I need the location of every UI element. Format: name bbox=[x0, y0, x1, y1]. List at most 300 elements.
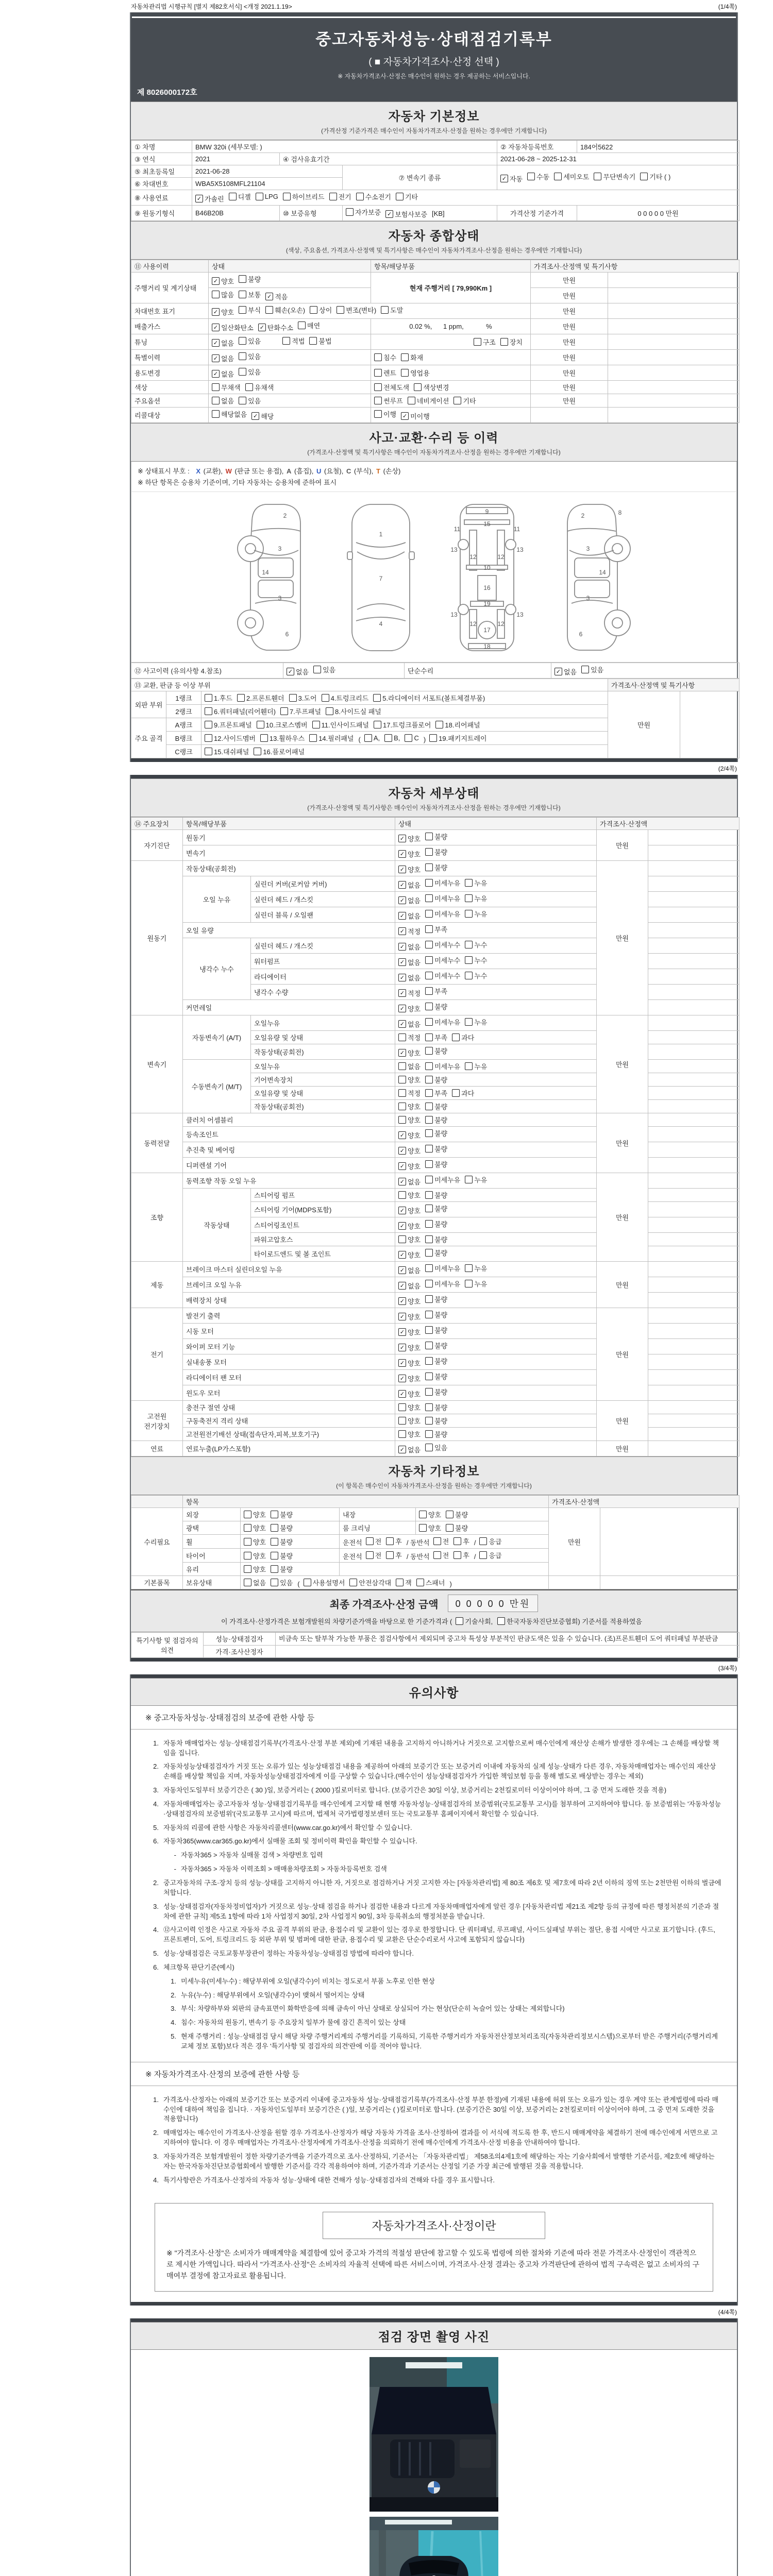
checkbox-checked[interactable] bbox=[398, 1130, 421, 1140]
checkbox-unchecked[interactable] bbox=[212, 409, 247, 419]
checkbox-unchecked[interactable] bbox=[425, 1128, 447, 1138]
checkbox-unchecked[interactable] bbox=[425, 847, 447, 857]
checkbox-unchecked[interactable] bbox=[452, 1088, 474, 1098]
checkbox-unchecked[interactable] bbox=[425, 862, 447, 872]
checkbox-label: 양호 bbox=[408, 1207, 421, 1215]
diagram-part-number: 3 bbox=[586, 595, 590, 602]
notice-item bbox=[146, 1762, 721, 1782]
label-cell: 실린더 블록 / 오일팬 bbox=[251, 907, 395, 923]
checkbox-checked[interactable] bbox=[195, 194, 224, 204]
checkbox-checked[interactable] bbox=[212, 323, 254, 332]
checkbox-icon bbox=[465, 941, 473, 948]
checkbox-unchecked[interactable] bbox=[239, 367, 261, 377]
checkbox-icon bbox=[425, 1444, 433, 1451]
checkbox-unchecked[interactable] bbox=[373, 693, 485, 703]
checkbox-unchecked[interactable] bbox=[289, 693, 317, 703]
checkbox-unchecked[interactable] bbox=[366, 1536, 382, 1546]
checkbox-unchecked[interactable] bbox=[298, 320, 320, 330]
checkbox-unchecked[interactable] bbox=[205, 720, 252, 730]
checkbox-unchecked[interactable] bbox=[398, 1234, 421, 1244]
value-cell bbox=[648, 1401, 740, 1414]
checkbox-unchecked[interactable] bbox=[239, 396, 261, 405]
checkbox-label: 없음 bbox=[408, 1282, 421, 1291]
checkbox-unchecked[interactable] bbox=[594, 172, 635, 181]
checkbox-unchecked[interactable] bbox=[398, 1032, 421, 1042]
checkbox-checked[interactable] bbox=[212, 338, 234, 348]
checkbox-unchecked[interactable] bbox=[425, 1234, 447, 1244]
checkbox-unchecked[interactable] bbox=[425, 1017, 460, 1027]
checkbox-unchecked[interactable] bbox=[244, 1578, 266, 1587]
checkbox-label: 영업용 bbox=[410, 369, 430, 377]
label-cell: 차대번호 표기 bbox=[131, 303, 209, 319]
checkbox-unchecked[interactable] bbox=[398, 1190, 421, 1200]
checkbox-unchecked[interactable] bbox=[465, 1175, 487, 1184]
checkbox-unchecked[interactable] bbox=[414, 382, 449, 392]
checkbox-icon: ✓ bbox=[398, 1282, 406, 1290]
checkbox-unchecked[interactable] bbox=[527, 172, 549, 181]
checkbox-unchecked[interactable] bbox=[465, 1017, 487, 1027]
checkbox-unchecked[interactable] bbox=[384, 734, 400, 742]
checkbox-unchecked[interactable] bbox=[356, 192, 391, 201]
checkbox-unchecked[interactable] bbox=[425, 1115, 447, 1125]
checkbox-icon bbox=[271, 1552, 278, 1560]
checkbox-unchecked[interactable] bbox=[425, 1443, 447, 1452]
checkbox-unchecked[interactable] bbox=[239, 290, 261, 299]
checkbox-label: 없음 bbox=[221, 340, 234, 347]
checkbox-checked[interactable] bbox=[398, 1374, 421, 1383]
car-diagram-right-side bbox=[552, 500, 634, 655]
checkbox-checked[interactable] bbox=[398, 1177, 421, 1187]
table-row bbox=[131, 1127, 740, 1142]
checkbox-unchecked[interactable] bbox=[425, 986, 447, 996]
checkbox-icon bbox=[425, 894, 433, 902]
checkbox-unchecked[interactable] bbox=[465, 878, 487, 888]
checkbox-unchecked[interactable] bbox=[425, 1088, 447, 1098]
checkbox-unchecked[interactable] bbox=[271, 1510, 293, 1519]
checkbox-unchecked[interactable] bbox=[401, 352, 423, 362]
checkbox-unchecked[interactable] bbox=[237, 693, 284, 703]
checkbox-icon: ✓ bbox=[398, 912, 406, 920]
checkbox-label: 미세누수 bbox=[434, 957, 461, 965]
checkbox-checked[interactable] bbox=[398, 834, 421, 843]
checkbox-unchecked[interactable] bbox=[479, 1550, 501, 1560]
checkbox-unchecked[interactable] bbox=[265, 305, 305, 315]
checkbox-unchecked[interactable] bbox=[244, 1551, 266, 1561]
checkbox-unchecked[interactable] bbox=[425, 1416, 447, 1426]
checkbox-unchecked[interactable] bbox=[244, 1564, 266, 1574]
checkbox-unchecked[interactable] bbox=[374, 382, 409, 392]
checkbox-unchecked[interactable] bbox=[349, 1578, 391, 1587]
checkbox-checked[interactable] bbox=[398, 973, 421, 982]
checkbox-unchecked[interactable] bbox=[312, 720, 369, 730]
checkbox-checked[interactable] bbox=[398, 1281, 421, 1291]
checkbox-checked[interactable] bbox=[398, 1389, 421, 1399]
notice-text: 자동차 매매업자는 성능·상태점검기록부(가격조사·산정 부분 제외)에 기재된 내용을 고지하지 아니하거나 거짓으로 고지함으로써 매수인에게 재산상 손해가 발생한 경우에는 그 손해를 배상할 책임을 집니다. bbox=[163, 1739, 719, 1757]
checkbox-unchecked[interactable] bbox=[254, 747, 305, 756]
checkbox-unchecked[interactable] bbox=[329, 192, 351, 201]
checkbox-unchecked[interactable] bbox=[401, 368, 430, 378]
table-row bbox=[131, 1173, 740, 1189]
section-basic-info bbox=[131, 101, 737, 140]
checkbox-unchecked[interactable] bbox=[465, 1263, 487, 1273]
checkbox-unchecked[interactable] bbox=[425, 1341, 447, 1350]
checkbox-unchecked[interactable] bbox=[425, 832, 447, 841]
checkbox-unchecked[interactable] bbox=[374, 409, 396, 419]
options-cell bbox=[209, 334, 371, 350]
checkbox-unchecked[interactable] bbox=[396, 1578, 412, 1587]
checkbox-checked[interactable] bbox=[398, 1358, 421, 1368]
checkbox-icon bbox=[384, 734, 392, 742]
notice-number: 5. bbox=[153, 1823, 159, 1832]
checkbox-unchecked[interactable] bbox=[640, 172, 670, 181]
checkbox-unchecked[interactable] bbox=[465, 1279, 487, 1289]
checkbox-unchecked[interactable] bbox=[398, 1088, 421, 1098]
section-inspection-photos bbox=[131, 2322, 737, 2350]
section-title: 유의사항 bbox=[409, 1686, 459, 1700]
checkbox-checked[interactable] bbox=[398, 1343, 421, 1352]
checkbox-unchecked[interactable] bbox=[435, 720, 480, 730]
checkbox-unchecked[interactable] bbox=[419, 1510, 441, 1519]
checkbox-unchecked[interactable] bbox=[398, 1061, 421, 1071]
checkbox-unchecked[interactable] bbox=[425, 1310, 447, 1319]
checkbox-checked[interactable] bbox=[398, 1250, 421, 1260]
checkbox-unchecked[interactable] bbox=[326, 706, 381, 716]
label-cell: 냉각수 누수 bbox=[183, 938, 251, 1000]
checkbox-unchecked[interactable] bbox=[425, 1263, 460, 1273]
checkbox-unchecked[interactable] bbox=[425, 1204, 447, 1213]
checkbox-unchecked[interactable] bbox=[405, 734, 418, 742]
label-cell: 제동 bbox=[131, 1262, 183, 1308]
diagram-part-number: 14 bbox=[262, 569, 269, 577]
checkbox-unchecked[interactable] bbox=[465, 955, 487, 965]
checkbox-unchecked[interactable] bbox=[205, 706, 276, 716]
option-text: / 동반석 bbox=[406, 1553, 430, 1561]
checkbox-icon bbox=[401, 369, 409, 377]
checkbox-unchecked[interactable] bbox=[256, 193, 278, 200]
checkbox-icon bbox=[366, 1551, 374, 1559]
checkbox-unchecked[interactable] bbox=[419, 1523, 441, 1533]
checkbox-unchecked[interactable] bbox=[474, 337, 496, 347]
checkbox-unchecked[interactable] bbox=[229, 192, 251, 201]
checkbox-icon bbox=[479, 1551, 487, 1559]
checkbox-icon: ✓ bbox=[398, 1131, 406, 1139]
checkbox-checked[interactable] bbox=[398, 1004, 421, 1013]
checkbox-icon bbox=[229, 193, 237, 200]
checkbox-checked[interactable] bbox=[398, 1327, 421, 1337]
value-cell bbox=[648, 954, 740, 969]
checkbox-unchecked[interactable] bbox=[425, 909, 460, 919]
checkbox-unchecked[interactable] bbox=[429, 733, 486, 743]
document-topline bbox=[130, 0, 738, 12]
checkbox-label: 불량 bbox=[434, 864, 448, 872]
checkbox-unchecked[interactable] bbox=[366, 1550, 382, 1560]
checkbox-unchecked[interactable] bbox=[244, 1523, 266, 1533]
checkbox-unchecked[interactable] bbox=[374, 368, 396, 378]
checkbox-unchecked[interactable] bbox=[257, 720, 308, 730]
checkbox-label: 12.사이드멤버 bbox=[214, 735, 256, 743]
checkbox-unchecked[interactable] bbox=[398, 1402, 421, 1412]
checkbox-checked[interactable] bbox=[398, 1221, 421, 1231]
checkbox-unchecked[interactable] bbox=[271, 1578, 293, 1587]
checkbox-unchecked[interactable] bbox=[374, 396, 403, 405]
checkbox-unchecked[interactable] bbox=[322, 693, 369, 703]
checkbox-unchecked[interactable] bbox=[398, 1115, 421, 1125]
checkbox-checked[interactable] bbox=[398, 1206, 421, 1215]
checkbox-unchecked[interactable] bbox=[244, 1537, 266, 1547]
checkbox-unchecked[interactable] bbox=[282, 336, 305, 346]
table-row bbox=[131, 408, 740, 423]
checkbox-unchecked[interactable] bbox=[465, 940, 487, 950]
checkbox-unchecked[interactable] bbox=[271, 1537, 293, 1547]
checkbox-unchecked[interactable] bbox=[205, 733, 256, 743]
checkbox-unchecked[interactable] bbox=[581, 665, 603, 674]
checkbox-unchecked[interactable] bbox=[386, 1536, 402, 1546]
checkbox-label: 하이브리드 bbox=[292, 193, 325, 201]
notice-text: 자동차365 > 자동차 실매물 검색 > 차량번호 입력 bbox=[181, 1851, 323, 1859]
value-cell bbox=[608, 408, 740, 423]
checkbox-checked[interactable] bbox=[398, 957, 421, 967]
label-cell: 등속조인트 bbox=[183, 1127, 395, 1142]
checkbox-unchecked[interactable] bbox=[425, 1101, 447, 1111]
checkbox-unchecked[interactable] bbox=[271, 1523, 293, 1533]
checkbox-checked[interactable] bbox=[287, 667, 309, 676]
checkbox-unchecked[interactable] bbox=[425, 924, 447, 934]
checkbox-unchecked[interactable] bbox=[425, 1032, 447, 1042]
checkbox-icon: ✓ bbox=[398, 943, 406, 951]
checkbox-checked[interactable] bbox=[398, 1161, 421, 1171]
checkbox-checked[interactable] bbox=[212, 369, 234, 379]
value-cell bbox=[648, 1339, 740, 1354]
checkbox-unchecked[interactable] bbox=[260, 733, 305, 743]
notice-text: 중고자동차의 구조·장치 등의 성능·상태를 고지하지 아니한 자, 거짓으로 점검하거나 거짓 고지한 자는 [자동차관리법] 제 80조 제6호 및 제7호에 따라 2년 이하의 징역 또는 2천만원 이하의 벌금에 처합니다. bbox=[163, 1878, 721, 1896]
checkbox-checked[interactable] bbox=[265, 292, 288, 301]
checkbox-unchecked[interactable] bbox=[239, 305, 261, 315]
options-cell bbox=[395, 1044, 597, 1060]
checkbox-unchecked[interactable] bbox=[500, 337, 523, 347]
checkbox-unchecked[interactable] bbox=[425, 1325, 447, 1335]
checkbox-unchecked[interactable] bbox=[425, 1075, 447, 1084]
value-cell bbox=[648, 1370, 740, 1385]
checkbox-label: 있음 bbox=[323, 666, 336, 674]
checkbox-unchecked[interactable] bbox=[346, 207, 381, 217]
checkbox-unchecked[interactable] bbox=[425, 893, 460, 903]
checkbox-unchecked[interactable] bbox=[239, 274, 261, 284]
checkbox-unchecked[interactable] bbox=[245, 382, 274, 392]
checkbox-label: 불량 bbox=[434, 1003, 448, 1011]
checkbox-checked[interactable] bbox=[398, 1445, 421, 1454]
checkbox-icon bbox=[425, 1103, 433, 1110]
checkbox-unchecked[interactable] bbox=[309, 336, 331, 346]
checkbox-checked[interactable] bbox=[212, 353, 234, 363]
checkbox-unchecked[interactable] bbox=[398, 1429, 421, 1439]
checkbox-unchecked[interactable] bbox=[479, 1536, 501, 1546]
checkbox-unchecked[interactable] bbox=[283, 192, 325, 201]
checkbox-unchecked[interactable] bbox=[381, 305, 403, 315]
checkbox-unchecked[interactable] bbox=[425, 1387, 447, 1397]
checkbox-checked[interactable] bbox=[398, 926, 421, 936]
checkbox-icon: ✓ bbox=[398, 1207, 406, 1214]
checkbox-icon: ✓ bbox=[398, 1178, 406, 1185]
checkbox-unchecked[interactable] bbox=[425, 1046, 447, 1056]
label-cell: 변속기 bbox=[131, 1015, 183, 1113]
checkbox-unchecked[interactable] bbox=[425, 1294, 447, 1304]
value-cell: B46B20B bbox=[192, 206, 280, 221]
checkbox-unchecked[interactable] bbox=[398, 1416, 421, 1426]
checkbox-unchecked[interactable] bbox=[433, 1550, 449, 1560]
label-cell: 룸 크리닝 bbox=[340, 1521, 416, 1535]
checkbox-unchecked[interactable] bbox=[425, 940, 460, 950]
checkbox-icon bbox=[414, 383, 422, 391]
checkbox-unchecked[interactable] bbox=[271, 1564, 293, 1574]
checkbox-label: 미세누유 bbox=[434, 895, 461, 903]
checkbox-unchecked[interactable] bbox=[364, 734, 380, 742]
checkbox-icon bbox=[401, 353, 409, 361]
checkbox-unchecked[interactable] bbox=[280, 706, 321, 716]
checkbox-checked[interactable] bbox=[554, 667, 577, 676]
checkbox-unchecked[interactable] bbox=[497, 1616, 642, 1626]
checkbox-checked[interactable] bbox=[251, 411, 274, 421]
checkbox-unchecked[interactable] bbox=[425, 1219, 447, 1229]
checkbox-unchecked[interactable] bbox=[446, 1510, 468, 1519]
checkbox-checked[interactable] bbox=[398, 1019, 421, 1029]
checkbox-unchecked[interactable] bbox=[313, 665, 335, 674]
checkbox-checked[interactable] bbox=[212, 276, 234, 286]
checkbox-label: 없음 bbox=[408, 882, 421, 890]
checkbox-unchecked[interactable] bbox=[425, 1175, 460, 1184]
checkbox-unchecked[interactable] bbox=[271, 1551, 293, 1561]
checkbox-checked[interactable] bbox=[398, 865, 421, 874]
checkbox-unchecked[interactable] bbox=[386, 1550, 402, 1560]
diagram-part-number: 19 bbox=[483, 600, 491, 608]
checkbox-unchecked[interactable] bbox=[453, 1536, 469, 1546]
checkbox-icon bbox=[425, 956, 433, 964]
checkbox-unchecked[interactable] bbox=[425, 878, 460, 888]
checkbox-unchecked[interactable] bbox=[309, 733, 354, 743]
checkbox-unchecked[interactable] bbox=[425, 971, 460, 980]
checkbox-unchecked[interactable] bbox=[465, 1061, 487, 1071]
checkbox-checked[interactable] bbox=[398, 849, 421, 859]
checkbox-unchecked[interactable] bbox=[446, 1523, 468, 1533]
checkbox-unchecked[interactable] bbox=[465, 909, 487, 919]
final-price-amount: 0 0 0 0 0 만원 bbox=[448, 1595, 539, 1612]
checkbox-unchecked[interactable] bbox=[433, 1536, 449, 1546]
checkbox-unchecked[interactable] bbox=[416, 1578, 445, 1587]
label-cell: 와이퍼 모터 기능 bbox=[183, 1339, 395, 1354]
checkbox-unchecked[interactable] bbox=[425, 1190, 447, 1200]
checkbox-unchecked[interactable] bbox=[425, 955, 460, 965]
checkbox-unchecked[interactable] bbox=[425, 1429, 447, 1439]
checkbox-unchecked[interactable] bbox=[304, 1578, 345, 1587]
checkbox-unchecked[interactable] bbox=[398, 1101, 421, 1111]
checkbox-unchecked[interactable] bbox=[425, 1159, 447, 1169]
checkbox-unchecked[interactable] bbox=[239, 336, 261, 346]
checkbox-unchecked[interactable] bbox=[398, 1075, 421, 1084]
checkbox-unchecked[interactable] bbox=[212, 290, 234, 299]
caution-subheader-2: ※ 자동차가격조사·산정의 보증에 관한 사항 등 bbox=[131, 2062, 737, 2086]
checkbox-checked[interactable] bbox=[500, 174, 523, 183]
checkbox-unchecked[interactable] bbox=[244, 1510, 266, 1519]
checkbox-checked[interactable] bbox=[398, 880, 421, 890]
checkbox-label: 수소전기 bbox=[365, 193, 391, 201]
checkbox-unchecked[interactable] bbox=[205, 693, 232, 703]
checkbox-unchecked[interactable] bbox=[425, 1279, 460, 1289]
value-cell: ⑪ 사용이력 bbox=[131, 260, 209, 273]
checkbox-checked[interactable] bbox=[398, 1048, 421, 1058]
checkbox-label: 미세누수 bbox=[434, 941, 461, 950]
checkbox-unchecked[interactable] bbox=[425, 1144, 447, 1154]
misc-info-table bbox=[131, 1495, 740, 1589]
label-cell: 스티어링 펌프 bbox=[251, 1189, 395, 1202]
checkbox-unchecked[interactable] bbox=[396, 192, 418, 201]
checkbox-checked[interactable] bbox=[398, 1146, 421, 1156]
checkbox-icon: ✓ bbox=[265, 293, 273, 300]
checkbox-checked[interactable] bbox=[398, 1312, 421, 1321]
document-body bbox=[130, 0, 738, 2576]
checkbox-unchecked[interactable] bbox=[465, 971, 487, 980]
checkbox-unchecked[interactable] bbox=[310, 305, 332, 315]
checkbox-unchecked[interactable] bbox=[456, 1616, 493, 1626]
checkbox-checked[interactable] bbox=[385, 209, 427, 219]
checkbox-unchecked[interactable] bbox=[239, 351, 261, 361]
table-row bbox=[131, 818, 740, 830]
checkbox-unchecked[interactable] bbox=[465, 893, 487, 903]
checkbox-unchecked[interactable] bbox=[554, 172, 589, 181]
checkbox-icon bbox=[374, 721, 381, 728]
value-cell bbox=[648, 1000, 740, 1015]
checkbox-unchecked[interactable] bbox=[425, 1371, 447, 1381]
checkbox-checked[interactable] bbox=[398, 1265, 421, 1275]
checkbox-checked[interactable] bbox=[398, 1296, 421, 1306]
checkbox-unchecked[interactable] bbox=[452, 1032, 474, 1042]
checkbox-checked[interactable] bbox=[212, 307, 234, 317]
checkbox-unchecked[interactable] bbox=[425, 1356, 447, 1366]
checkbox-checked[interactable] bbox=[401, 411, 430, 421]
checkbox-label: 잭 bbox=[405, 1579, 412, 1587]
checkbox-label: 부식 bbox=[248, 307, 261, 314]
checkbox-unchecked[interactable] bbox=[408, 396, 449, 405]
checkbox-label: 양호 bbox=[408, 1103, 421, 1111]
checkbox-checked[interactable] bbox=[258, 323, 293, 332]
checkbox-unchecked[interactable] bbox=[425, 1402, 447, 1412]
checkbox-unchecked[interactable] bbox=[374, 720, 431, 730]
checkbox-unchecked[interactable] bbox=[425, 1248, 447, 1258]
checkbox-icon bbox=[425, 987, 433, 995]
checkbox-checked[interactable] bbox=[398, 911, 421, 921]
checkbox-checked[interactable] bbox=[398, 942, 421, 952]
value-cell: ⑭ 주요장치 bbox=[131, 818, 183, 830]
options-cell bbox=[395, 1308, 597, 1324]
checkbox-unchecked[interactable] bbox=[337, 305, 376, 315]
checkbox-unchecked[interactable] bbox=[212, 382, 241, 392]
value-cell: 비금속 또는 탈부착 가능한 부품은 점검사항에서 제외되며 중고차 특성상 부분적인 판금도색은 있을 수 있습니다. (조)프론트휀더 도어 쿼터패널 부분판금 bbox=[276, 1633, 740, 1646]
checkbox-checked[interactable] bbox=[398, 895, 421, 905]
checkbox-unchecked[interactable] bbox=[425, 1002, 447, 1011]
options-cell bbox=[416, 1521, 549, 1535]
checkbox-unchecked[interactable] bbox=[453, 1550, 469, 1560]
checkbox-unchecked[interactable] bbox=[212, 396, 234, 405]
checkbox-unchecked[interactable] bbox=[205, 747, 249, 756]
checkbox-icon: ✓ bbox=[398, 1005, 406, 1012]
checkbox-unchecked[interactable] bbox=[374, 352, 396, 362]
checkbox-icon bbox=[433, 1551, 441, 1559]
checkbox-label: 7.루프패널 bbox=[289, 708, 322, 716]
checkbox-unchecked[interactable] bbox=[453, 396, 476, 405]
label-cell: 원동기 bbox=[131, 861, 183, 1015]
checkbox-unchecked[interactable] bbox=[425, 1061, 460, 1071]
checkbox-icon bbox=[326, 707, 333, 715]
checkbox-checked[interactable] bbox=[398, 988, 421, 998]
checkbox-icon bbox=[425, 1311, 433, 1318]
